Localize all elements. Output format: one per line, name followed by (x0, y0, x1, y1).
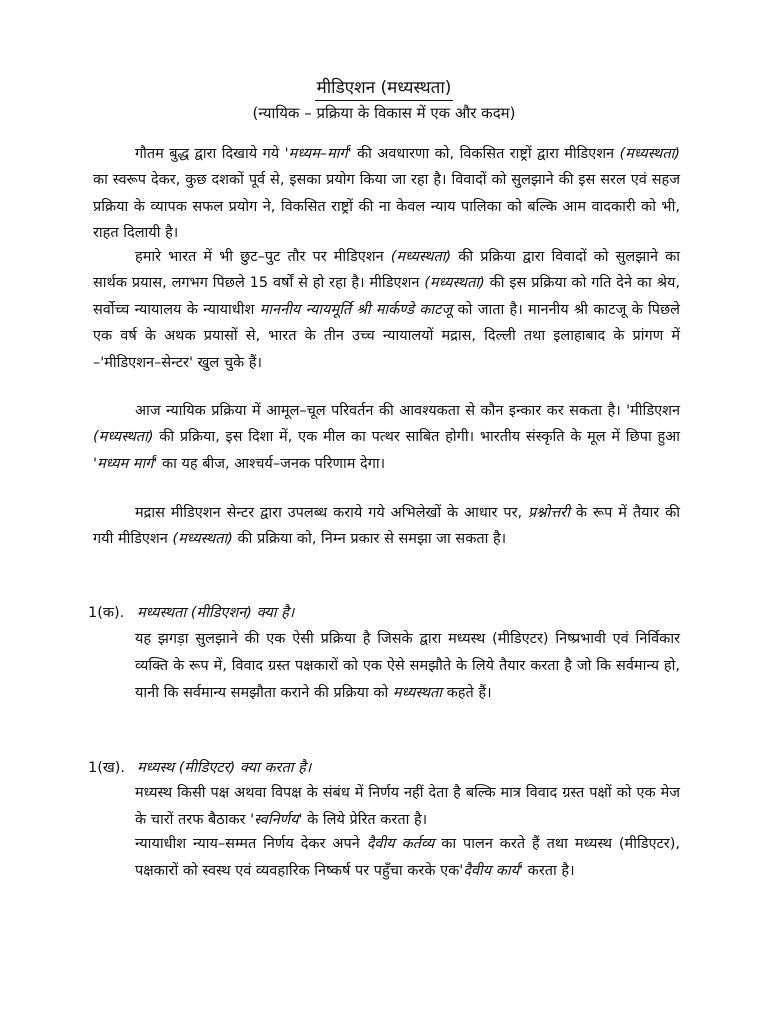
title-block (0, 76, 768, 124)
p1-text-a: गौतम बुद्ध द्वारा दिखाये गये (135, 146, 285, 162)
p1-emphasis-d: (मध्यस्थता) (619, 146, 680, 162)
q2-answer2-c: का पालन करते हैं तथा मध्यस्थ (मीडिएटर), पक्षकारों को स्वस्थ एवं व्यवहारिक निष्कर्ष पर पहुँचा करके एक (135, 836, 680, 879)
q2-answer2-emphasis-1: दैवीय कर्तव्य (366, 836, 435, 852)
question-1-heading: मध्यस्थता (मीडिएशन) क्या है। (137, 605, 295, 621)
p4-emphasis-b: प्रश्नोत्तरी (528, 505, 570, 521)
question-1-answer (135, 626, 680, 707)
p2-text-e: की इस प्रक्रिया को गति देने का श्रेय, सर्वोच्च न्यायालय के न्यायाधीश (93, 275, 680, 318)
paragraph-4 (93, 500, 680, 553)
p1-text-e: का स्वरूप देकर, कुछ दशकों पूर्व से, इसका प्रयोग किया जा रहा है। विवादों को सुलझाने की इस सरल एवं सहज प्रक्रिया के व्यापक सफल प्रयोग ने, विकसित राष्ट्रों की ना केवल न्याय पालिका को बल्कि आम वादकारी को भी, राहत दिलायी है। (93, 172, 680, 242)
p1-emphasis-b: 'मध्यम–मार्ग' (284, 146, 352, 162)
p3-text-e: का यह बीज, आश्चर्य–जनक परिणाम देगा। (157, 455, 386, 472)
p3-text-a: आज न्यायिक प्रक्रिया में आमूल–चूल परिवर्तन की आवश्यकता से कौन इन्कार कर सकता है। 'मीडिएशन (135, 403, 680, 419)
p4-text-c: के रूप में तैयार की गयी मीडिएशन (93, 505, 680, 548)
p2-text-a: हमारे भारत में भी छुट–पुट तौर पर मीडिएशन (135, 249, 391, 265)
page-title: मीडिएशन (मध्यस्थता) (315, 76, 454, 101)
paragraph-3 (93, 398, 680, 477)
p4-emphasis-d: (मध्यस्थता) (172, 531, 233, 548)
p4-text-e: की प्रक्रिया को, निम्न प्रकार से समझा जा सकता है। (232, 531, 507, 548)
question-1-number: 1(क). (88, 605, 125, 621)
question-2-heading: मध्यस्थ (मीडिएटर) क्या करता है। (137, 760, 312, 776)
q2-answer1-c: के लिये प्रेरित करता है। (302, 812, 428, 828)
page-subtitle: (न्यायिक – प्रक्रिया के विकास में एक और कदम) (252, 104, 516, 122)
paragraph-2 (93, 244, 680, 376)
q2-answer1-emphasis: 'स्वनिर्णय' (250, 812, 303, 828)
p3-emphasis-d: 'मध्यम मार्ग' (93, 455, 158, 472)
p1-text-c: की अवधारणा को, विकसित राष्ट्रों द्वारा मीडिएशन (351, 146, 620, 162)
p2-text-c: की प्रक्रिया द्वारा विवादों को सुलझाने का सार्थक प्रयास, लगभग पिछले 15 वर्षों से हो रहा है। मीडिएशन (93, 249, 680, 292)
q1-answer-a: यह झगड़ा सुलझाने की एक ऐसी प्रक्रिया है जिसके द्वारा मध्यस्थ (मीडिएटर) निष्प्रभावी एवं निर्विकार व्यक्ति के रूप में, विवाद ग्रस्त पक्षकारों को एक ऐसे समझौते के लिये तैयार करता है जो कि सर्वमान्य हो, यानी कि सर्वमान्य समझौता कराने की प्रक्रिया को (135, 631, 680, 701)
question-2-number: 1(ख). (88, 760, 126, 776)
p4-text-a: मद्रास मीडिएशन सेन्टर द्वारा उपलब्ध कराये गये अभिलेखों के आधार पर, (135, 505, 529, 521)
q2-answer2-emphasis-2: 'दैवीय कार्य' (459, 863, 524, 879)
q2-answer2-e: करता है। (523, 863, 575, 879)
p3-emphasis-b: (मध्यस्थता) (93, 429, 154, 446)
p3-text-c: की प्रक्रिया, इस दिशा में, एक मील का पत्थर साबित होगी। भारतीय संस्कृति के मूल में छिपा हुआ (153, 429, 680, 446)
p2-text-g: को जाता है। माननीय श्री काटजू के पिछले एक वर्ष के अथक प्रयासों से, भारत के तीन उच्च न्यायालयों मद्रास, दिल्ली तथा इलाहाबाद के प्रांगण में –'मीडिएशन–सेन्टर' खुल चुके हैं। (93, 301, 680, 371)
question-2-answer-1 (135, 780, 680, 834)
p2-emphasis-b: (मध्यस्थता) (390, 249, 452, 265)
q1-answer-c: कहते हैं। (442, 685, 492, 701)
p2-emphasis-d: (मध्यस्थता) (424, 275, 485, 292)
q2-answer1-a: मध्यस्थ किसी पक्ष अथवा विपक्ष के संबंध में निर्णय नहीं देता है बल्कि मात्र विवाद ग्रस्त पक्षों को एक मेज के चारों तरफ बैठाकर (135, 785, 680, 828)
p2-emphasis-f: माननीय न्यायमूर्ति श्री मार्कण्डे काटजू (259, 301, 453, 318)
q2-answer2-a: न्यायाधीश न्याय–सम्मत निर्णय देकर अपने (135, 836, 367, 852)
q1-answer-emphasis: मध्यस्थता (392, 685, 443, 701)
question-2-answer-2 (135, 831, 680, 885)
paragraph-1 (93, 141, 680, 247)
